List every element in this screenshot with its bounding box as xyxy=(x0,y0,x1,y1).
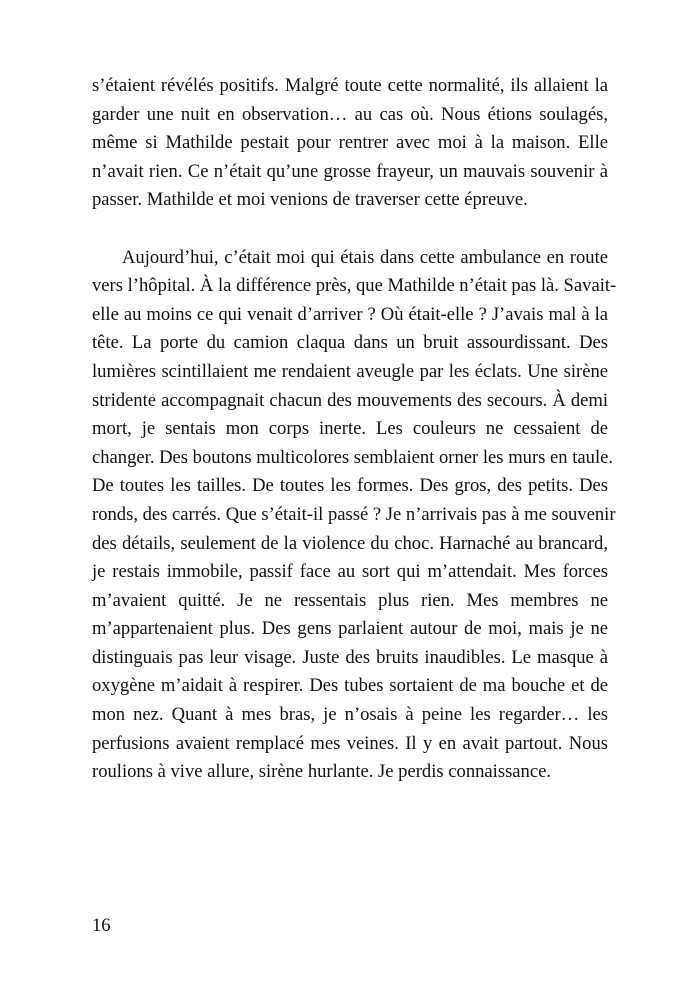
text-line: perfusions avaient remplacé mes veines. Il y en avait partout. Nous xyxy=(92,732,608,754)
text-line: tête. La porte du camion claqua dans un bruit assourdissant. Des xyxy=(92,332,608,354)
text-line: m’appartenaient plus. Des gens parlaient autour de moi, mais je ne xyxy=(92,618,608,640)
page-number: 16 xyxy=(92,915,111,936)
text-line: n’avait rien. Ce n’était qu’une grosse frayeur, un mauvais souvenir à xyxy=(92,160,608,182)
text-line: mon nez. Quant à mes bras, je n’osais à peine les regarder… les xyxy=(92,704,608,726)
text-line: garder une nuit en observation… au cas où. Nous étions soulagés, xyxy=(92,103,608,125)
text-line: je restais immobile, passif face au sort qui m’attendait. Mes forces xyxy=(92,561,608,583)
text-line: même si Mathilde pestait pour rentrer avec moi à la maison. Elle xyxy=(92,132,608,154)
text-line: changer. Des boutons multicolores semblaient orner les murs en taule. xyxy=(92,446,614,468)
text-line: De toutes les tailles. De toutes les formes. Des gros, des petits. Des xyxy=(92,475,608,497)
text-line: des détails, seulement de la violence du choc. Harnaché au brancard, xyxy=(92,532,608,554)
text-line: elle au moins ce qui venait d’arriver ? Où était-elle ? J’avais mal à la xyxy=(92,303,608,325)
text-line: roulions à vive allure, sirène hurlante. Je perdis connaissance. xyxy=(92,761,552,783)
text-line: oxygène m’aidait à respirer. Des tubes sortaient de ma bouche et de xyxy=(92,675,608,697)
paragraph-2 xyxy=(92,244,617,787)
text-line: ronds, des carrés. Que s’était-il passé ? Je n’arrivais pas à me souvenir xyxy=(92,503,616,525)
text-line: Aujourd’hui, c’était moi qui étais dans cette ambulance en route xyxy=(122,246,608,268)
text-line: stridente accompagnait chacun des mouvements des secours. À demi xyxy=(92,389,608,411)
text-line: vers l’hôpital. À la différence près, que Mathilde n’était pas là. Savait- xyxy=(92,275,617,297)
text-line: m’avaient quitté. Je ne ressentais plus rien. Mes membres ne xyxy=(92,589,608,611)
paragraph-spacer xyxy=(92,215,608,244)
body-text xyxy=(92,72,617,787)
paragraph-1 xyxy=(92,72,608,215)
text-line: lumières scintillaient me rendaient aveugle par les éclats. Une sirène xyxy=(92,360,608,382)
text-line: mort, je sentais mon corps inerte. Les couleurs ne cessaient de xyxy=(92,418,608,440)
text-line: distinguais pas leur visage. Juste des bruits inaudibles. Le masque à xyxy=(92,646,608,668)
text-line: passer. Mathilde et moi venions de traverser cette épreuve. xyxy=(92,189,528,211)
text-line: s’étaient révélés positifs. Malgré toute cette normalité, ils allaient la xyxy=(92,75,608,96)
